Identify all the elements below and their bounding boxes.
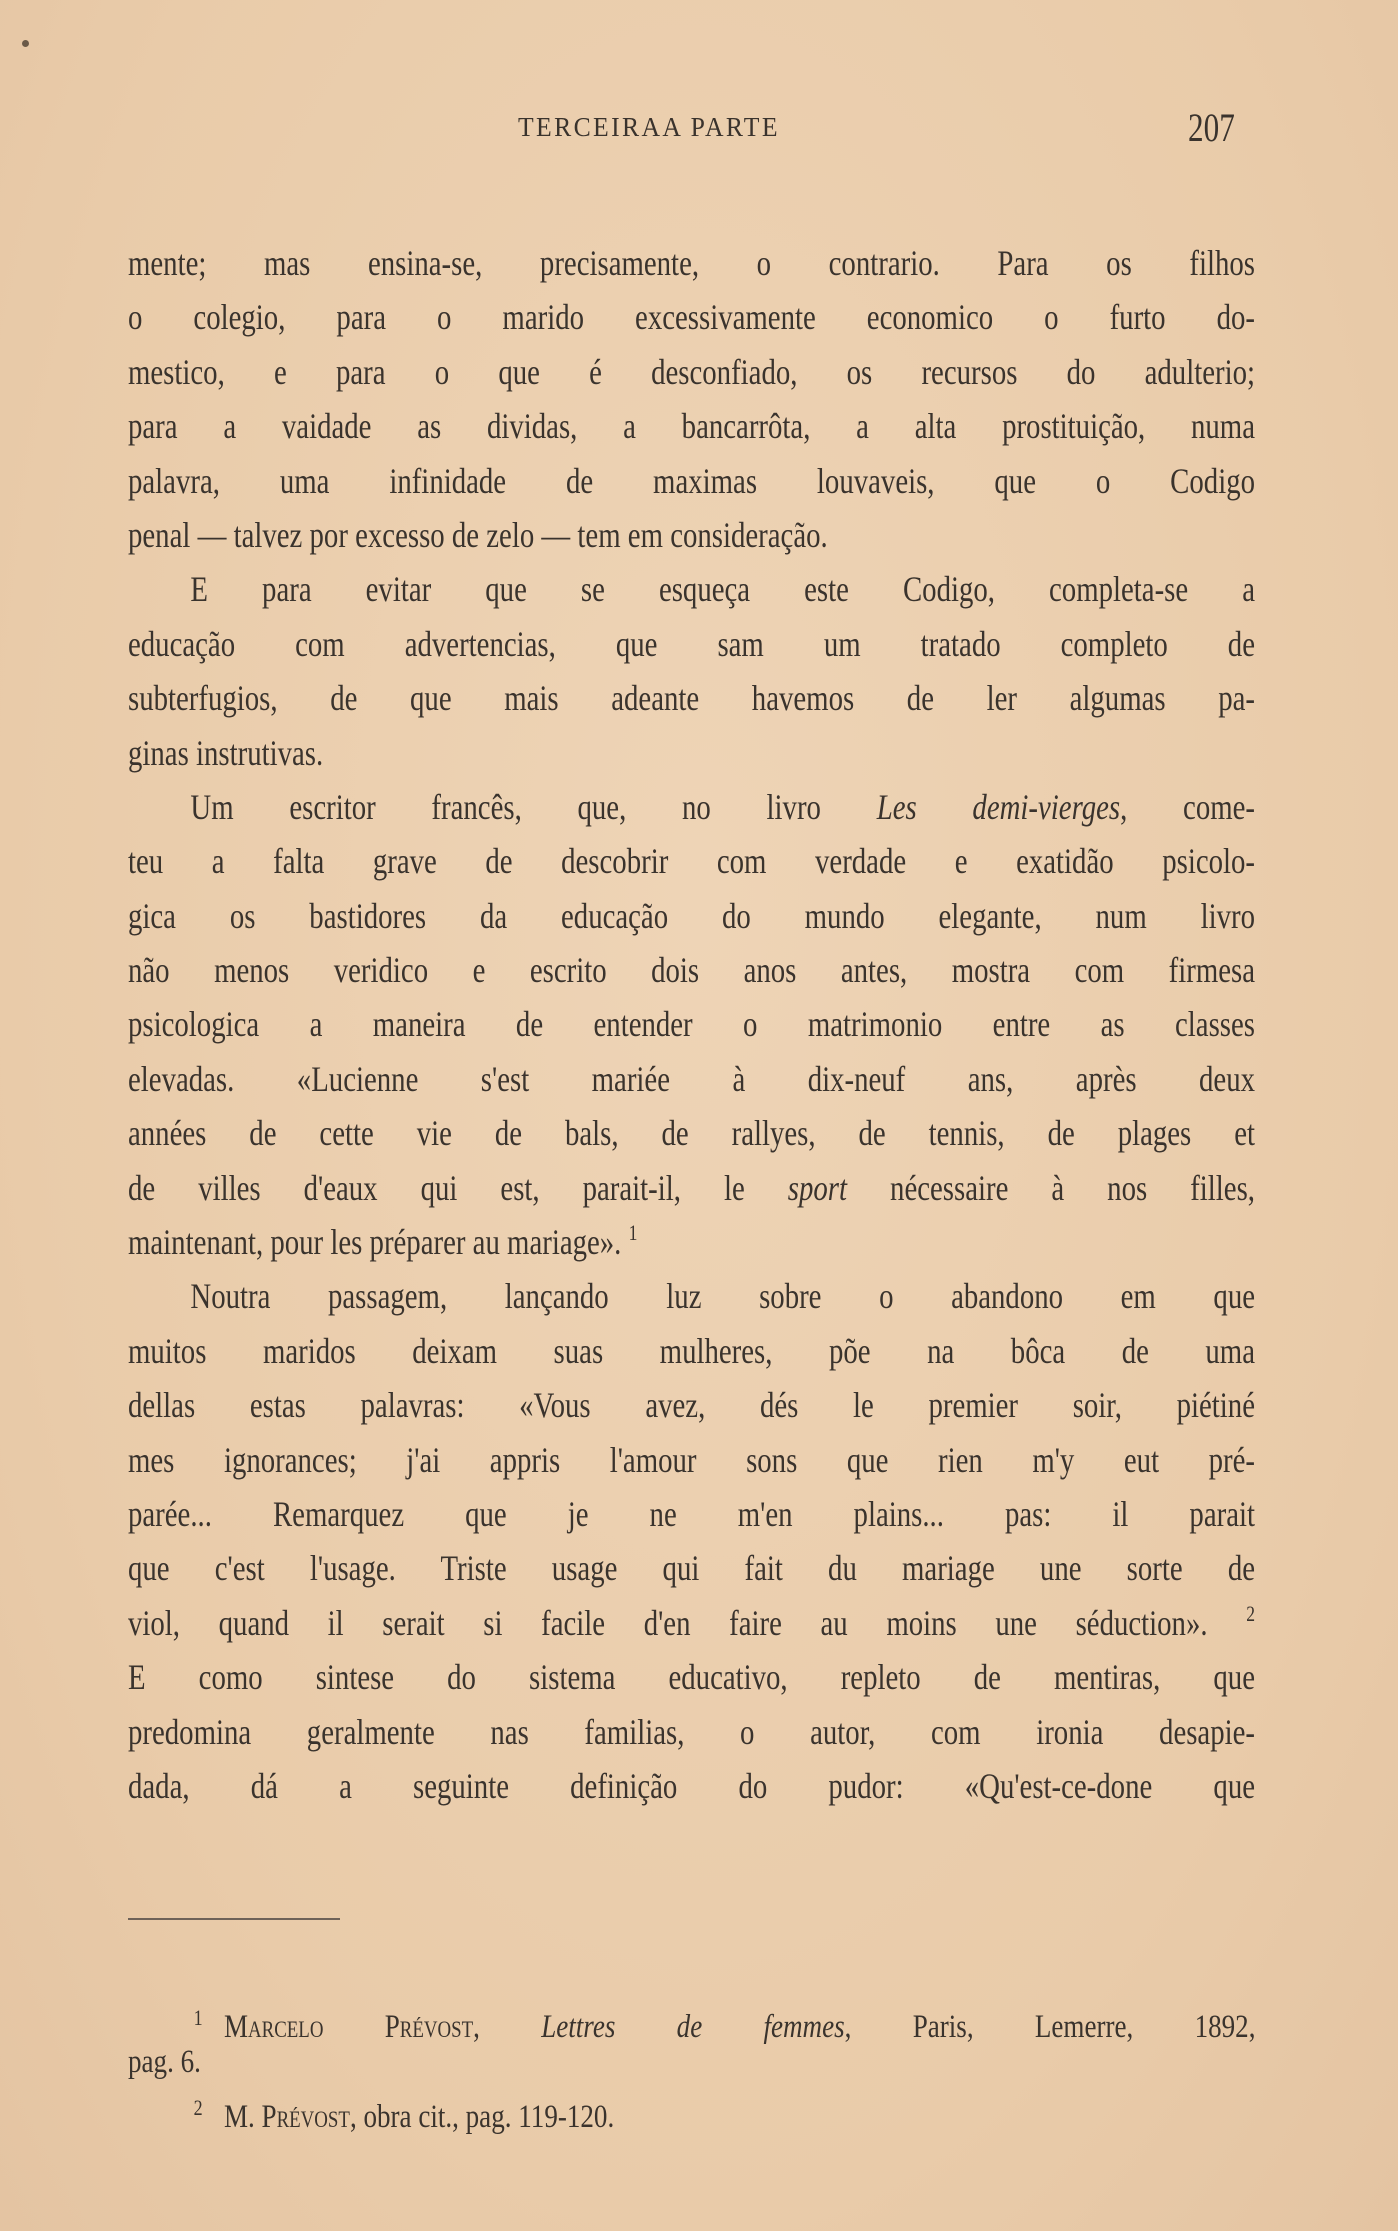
text-line xyxy=(128,1215,1255,1269)
text-line: parée... Remarquez que je ne m'en plains... pas: il parait xyxy=(128,1493,1255,1534)
text-line: années de cette vie de bals, de rallyes, de tennis, de plages et xyxy=(128,1113,1255,1154)
page-number: 207 xyxy=(1188,105,1235,150)
text-fragment: Um escritor francês, que, no livro xyxy=(190,786,877,827)
footnote-number: 2 xyxy=(193,2095,203,2120)
text-fragment: , come- xyxy=(1120,786,1255,827)
text-line: muitos maridos deixam suas mulheres, põe na bôca de uma xyxy=(128,1330,1255,1371)
text-line: palavra, uma infinidade de maximas louvaveis, que o Codigo xyxy=(128,460,1255,501)
footnote-initial: M. xyxy=(223,2099,262,2135)
text-line: gica os bastidores da educação do mundo elegante, num livro xyxy=(128,895,1255,936)
text-fragment: de villes d'eaux qui est, parait-il, le xyxy=(128,1167,788,1208)
text-line: elevadas. «Lucienne s'est mariée à dix-neuf ans, après deux xyxy=(128,1058,1255,1099)
text-line xyxy=(128,1596,1255,1650)
text-fragment: nécessaire à nos filles, xyxy=(847,1167,1255,1208)
text-line: educação com advertencias, que sam um tratado completo de xyxy=(128,623,1255,664)
text-line: penal — talvez por excesso de zelo — tem em consideração. xyxy=(128,514,828,555)
text-line: psicologica a maneira de entender o matrimonio entre as classes xyxy=(128,1004,1255,1045)
text-line: E como sintese do sistema educativo, repleto de mentiras, que xyxy=(128,1657,1255,1698)
running-head xyxy=(0,105,1398,150)
text-fragment: viol, quand il serait si facile d'en faire au moins une séduction». xyxy=(128,1602,1208,1643)
text-line: mes ignorances; j'ai appris l'amour sons que rien m'y eut pré- xyxy=(128,1439,1255,1480)
text-line: não menos veridico e escrito dois anos antes, mostra com firmesa xyxy=(128,950,1255,991)
paragraph-start-line xyxy=(128,780,1255,834)
text-line: ginas instrutivas. xyxy=(128,732,324,773)
italic-word: sport xyxy=(787,1167,848,1208)
text-line: teu a falta grave de descobrir com verdade e exatidão psicolo- xyxy=(128,841,1255,882)
footnote-author: Prévost xyxy=(261,2099,350,2135)
text-fragment: maintenant, pour les préparer au mariage». xyxy=(128,1222,622,1263)
footnote-separator xyxy=(128,1918,340,1920)
paragraph-start-line: E para evitar que se esqueça este Codigo, completa-se a xyxy=(190,569,1255,610)
footnote-author: Marcelo Prévost xyxy=(223,2009,474,2045)
body-text xyxy=(128,236,1255,1813)
footnote-ref-2[interactable]: 2 xyxy=(1246,1600,1255,1626)
running-title: TERCEIRAA PARTE xyxy=(518,112,780,142)
text-line: predomina geralmente nas familias, o autor, com ironia desapie- xyxy=(128,1711,1255,1752)
text-line: subterfugios, de que mais adeante havemos de ler algumas pa- xyxy=(128,678,1255,719)
footnote-ref-1[interactable]: 1 xyxy=(628,1220,638,1246)
footnote-1: $^1$ Marcelo Prévost, Lettres de femmes, Paris, Lemerre, 1892, xyxy=(193,2005,1256,2045)
footnotes xyxy=(128,1995,1256,2135)
footnote-1-continuation: pag. 6. xyxy=(128,2044,201,2080)
footnote-2 xyxy=(128,2085,1255,2135)
paragraph-start-line: Noutra passagem, lançando luz sobre o abandono em que xyxy=(190,1276,1255,1317)
text-line: que c'est l'usage. Triste usage qui fait du mariage une sorte de xyxy=(128,1548,1255,1589)
footnote-number: 1 xyxy=(193,2005,203,2030)
text-line xyxy=(128,1161,1255,1215)
text-line: dellas estas palavras: «Vous avez, dés le premier soir, piétiné xyxy=(128,1385,1255,1426)
footnote-details: , obra cit., pag. 119-120. xyxy=(349,2099,615,2135)
footnote-title: Lettres de femmes xyxy=(541,2009,845,2045)
ink-spot xyxy=(22,40,29,47)
text-line: para a vaidade as dividas, a bancarrôta, a alta prostituição, numa xyxy=(128,406,1255,447)
book-title: Les demi-vierges xyxy=(876,786,1121,827)
text-line: mente; mas ensina-se, precisamente, o contrario. Para os filhos xyxy=(128,243,1255,283)
text-line: mestico, e para o que é desconfiado, os recursos do adulterio; xyxy=(128,351,1255,392)
footnote-details: , Paris, Lemerre, 1892, xyxy=(844,2009,1256,2045)
text-line: dada, dá a seguinte definição do pudor: «Qu'est-ce-done que xyxy=(128,1765,1255,1806)
text-line: o colegio, para o marido excessivamente economico o furto do- xyxy=(128,297,1255,338)
